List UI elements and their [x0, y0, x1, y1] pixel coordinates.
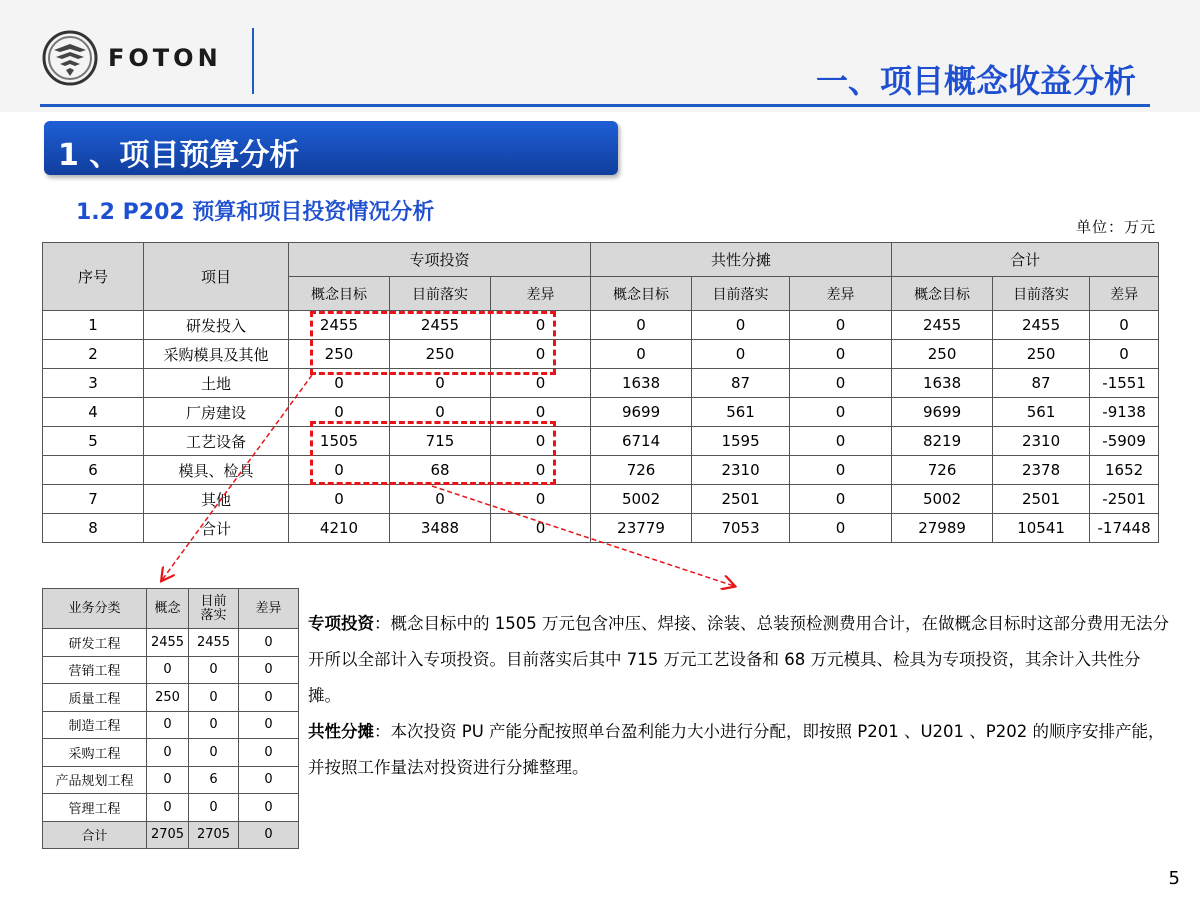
row-value: 7053	[692, 514, 790, 543]
row-value: 0	[289, 456, 390, 485]
category-value: 0	[239, 656, 299, 684]
row-value: 0	[692, 340, 790, 369]
row-value: 2455	[993, 311, 1090, 340]
category-name: 制造工程	[43, 711, 147, 739]
category-value: 0	[239, 794, 299, 822]
category-value: 0	[189, 711, 239, 739]
row-item: 其他	[144, 485, 289, 514]
category-name: 采购工程	[43, 739, 147, 767]
row-value: 10541	[993, 514, 1090, 543]
header-current: 目前落实	[993, 277, 1090, 311]
arrow-to-small-table	[162, 375, 312, 580]
row-value: 9699	[892, 398, 993, 427]
description-special	[308, 606, 1170, 714]
page-title: 一、项目概念收益分析	[815, 62, 1136, 100]
row-value: 0	[790, 369, 892, 398]
small-header-concept: 概念	[147, 589, 189, 629]
row-value: 6714	[591, 427, 692, 456]
category-value: 0	[147, 766, 189, 794]
row-value: 0	[289, 398, 390, 427]
row-item: 工艺设备	[144, 427, 289, 456]
row-value: 250	[892, 340, 993, 369]
category-name: 管理工程	[43, 794, 147, 822]
row-item: 采购模具及其他	[144, 340, 289, 369]
row-value: 0	[390, 485, 491, 514]
header-concept-target: 概念目标	[289, 277, 390, 311]
category-value: 0	[189, 739, 239, 767]
header-item: 项目	[144, 243, 289, 311]
row-value: 0	[790, 427, 892, 456]
header-concept-target: 概念目标	[591, 277, 692, 311]
header-seq: 序号	[43, 243, 144, 311]
row-value: 2501	[993, 485, 1090, 514]
category-value: 2455	[147, 629, 189, 657]
brand-name: FOTON	[108, 44, 222, 72]
category-value: 0	[239, 711, 299, 739]
category-value: 0	[147, 656, 189, 684]
header-diff: 差异	[1090, 277, 1159, 311]
row-value: 0	[790, 398, 892, 427]
row-value: 250	[289, 340, 390, 369]
category-value: 0	[147, 794, 189, 822]
row-value: 0	[491, 456, 591, 485]
row-value: 23779	[591, 514, 692, 543]
row-value: 3488	[390, 514, 491, 543]
row-value: 0	[790, 485, 892, 514]
row-value: 2378	[993, 456, 1090, 485]
row-value: -1551	[1090, 369, 1159, 398]
row-item: 模具、检具	[144, 456, 289, 485]
row-value: 0	[790, 311, 892, 340]
header-shared-allocation: 共性分摊	[591, 243, 892, 277]
row-value: 1638	[591, 369, 692, 398]
category-value: 6	[189, 766, 239, 794]
row-value: 5002	[892, 485, 993, 514]
category-value: 2705	[147, 821, 189, 849]
category-name: 合计	[43, 821, 147, 849]
small-header-diff: 差异	[239, 589, 299, 629]
description-shared	[308, 714, 1170, 786]
category-value: 0	[239, 629, 299, 657]
header-current: 目前落实	[390, 277, 491, 311]
row-value: 726	[591, 456, 692, 485]
row-value: -5909	[1090, 427, 1159, 456]
row-value: 0	[1090, 311, 1159, 340]
category-value: 0	[239, 821, 299, 849]
row-value: 8219	[892, 427, 993, 456]
subsection-title: 1.2 P202 预算和项目投资情况分析	[76, 200, 435, 225]
category-value: 250	[147, 684, 189, 712]
category-value: 0	[239, 684, 299, 712]
row-value: 0	[491, 311, 591, 340]
row-value: 1505	[289, 427, 390, 456]
row-value: 0	[790, 456, 892, 485]
category-name: 研发工程	[43, 629, 147, 657]
header-concept-target: 概念目标	[892, 277, 993, 311]
header-special-investment: 专项投资	[289, 243, 591, 277]
row-value: 0	[491, 398, 591, 427]
row-value: 9699	[591, 398, 692, 427]
row-value: 2455	[390, 311, 491, 340]
description-special-text: ：概念目标中的 1505 万元包含冲压、焊接、涂装、总装预检测费用合计，在做概念目标时这部分费用无法分开所以全部计入专项投资。目前落实后其中 715 万元工艺设备和 68 万元模具、检具为专项投资，其余计入共性分摊。	[308, 614, 1169, 705]
row-value: 2310	[692, 456, 790, 485]
row-value: 0	[1090, 340, 1159, 369]
description-special-key: 专项投资	[308, 614, 374, 633]
row-value: 0	[491, 485, 591, 514]
row-value: 250	[390, 340, 491, 369]
category-value: 0	[189, 656, 239, 684]
row-value: 0	[491, 369, 591, 398]
row-seq: 4	[43, 398, 144, 427]
category-value: 0	[189, 684, 239, 712]
row-value: 0	[491, 514, 591, 543]
row-value: 2455	[289, 311, 390, 340]
row-value: 0	[591, 340, 692, 369]
row-item: 研发投入	[144, 311, 289, 340]
row-item: 厂房建设	[144, 398, 289, 427]
row-value: 1595	[692, 427, 790, 456]
row-seq: 7	[43, 485, 144, 514]
row-item: 土地	[144, 369, 289, 398]
row-value: 726	[892, 456, 993, 485]
header-current: 目前落实	[692, 277, 790, 311]
row-value: 1652	[1090, 456, 1159, 485]
unit-label: 单位：万元	[1075, 218, 1156, 236]
category-name: 营销工程	[43, 656, 147, 684]
small-header-current-label: 目前落实	[200, 593, 227, 623]
row-value: 4210	[289, 514, 390, 543]
category-value: 0	[147, 711, 189, 739]
row-value: -9138	[1090, 398, 1159, 427]
row-value: 250	[993, 340, 1090, 369]
description-shared-text: ：本次投资 PU 产能分配按照单台盈利能力大小进行分配，即按照 P201 、U201 、P202 的顺序安排产能，并按照工作量法对投资进行分摊整理。	[308, 722, 1165, 777]
category-name: 质量工程	[43, 684, 147, 712]
arrow-to-description	[432, 486, 734, 586]
row-value: -17448	[1090, 514, 1159, 543]
row-value: 0	[289, 485, 390, 514]
row-value: 0	[790, 340, 892, 369]
row-seq: 6	[43, 456, 144, 485]
row-value: 0	[790, 514, 892, 543]
category-value: 0	[239, 766, 299, 794]
row-value: 2310	[993, 427, 1090, 456]
row-value: 68	[390, 456, 491, 485]
row-value: 0	[390, 398, 491, 427]
category-value: 0	[189, 794, 239, 822]
row-value: 715	[390, 427, 491, 456]
row-seq: 1	[43, 311, 144, 340]
row-value: 0	[591, 311, 692, 340]
row-value: 0	[491, 340, 591, 369]
category-name: 产品规划工程	[43, 766, 147, 794]
row-value: 5002	[591, 485, 692, 514]
header-diff: 差异	[491, 277, 591, 311]
row-seq: 8	[43, 514, 144, 543]
row-value: 0	[692, 311, 790, 340]
row-seq: 5	[43, 427, 144, 456]
row-value: -2501	[1090, 485, 1159, 514]
row-value: 561	[993, 398, 1090, 427]
row-value: 0	[390, 369, 491, 398]
row-seq: 3	[43, 369, 144, 398]
row-value: 561	[692, 398, 790, 427]
description-block	[308, 606, 1170, 786]
category-value: 0	[239, 739, 299, 767]
row-item: 合计	[144, 514, 289, 543]
page-number: 5	[1168, 868, 1180, 889]
row-value: 1638	[892, 369, 993, 398]
row-value: 87	[993, 369, 1090, 398]
row-value: 87	[692, 369, 790, 398]
category-value: 2705	[189, 821, 239, 849]
row-seq: 2	[43, 340, 144, 369]
row-value: 2501	[692, 485, 790, 514]
small-header-category: 业务分类	[43, 589, 147, 629]
row-value: 0	[289, 369, 390, 398]
row-value: 2455	[892, 311, 993, 340]
section-title: 1 、项目预算分析	[58, 138, 300, 173]
header-total: 合计	[892, 243, 1159, 277]
row-value: 0	[491, 427, 591, 456]
header-diff: 差异	[790, 277, 892, 311]
row-value: 27989	[892, 514, 993, 543]
category-value: 2455	[189, 629, 239, 657]
description-shared-key: 共性分摊	[308, 722, 374, 741]
category-value: 0	[147, 739, 189, 767]
